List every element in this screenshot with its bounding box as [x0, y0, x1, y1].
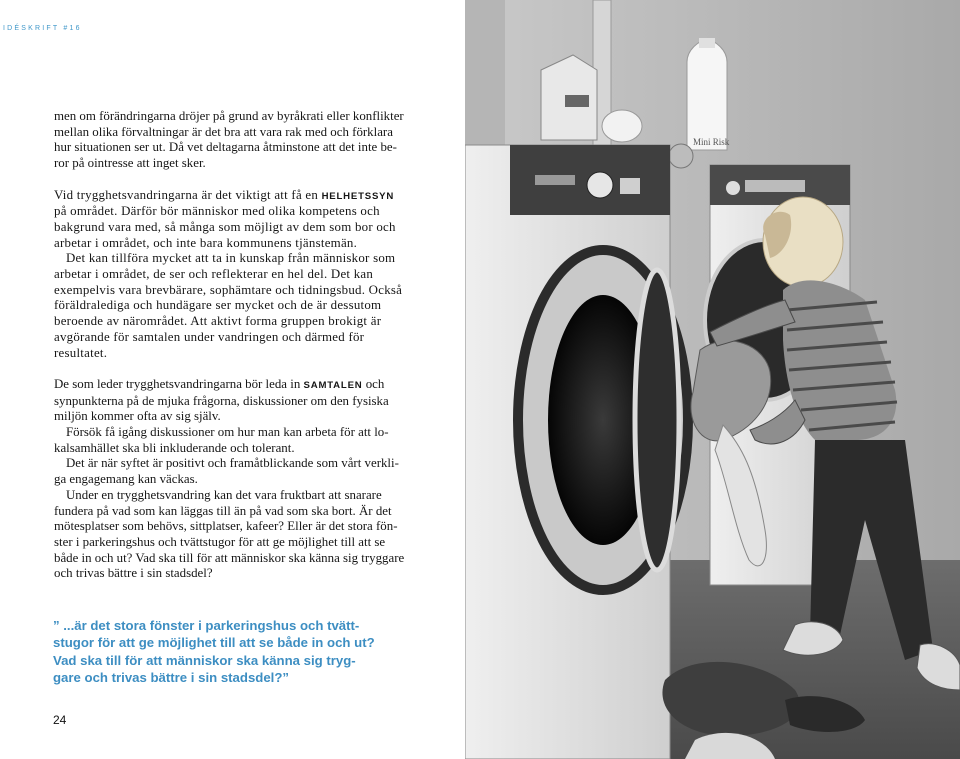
detergent-bottle: [687, 40, 727, 150]
bottle-label: Mini Risk: [693, 137, 730, 147]
paragraph-2: [54, 188, 406, 252]
paragraph-gap: [54, 361, 406, 377]
pull-quote: [53, 617, 433, 687]
bottle-cap: [699, 38, 715, 48]
body-text: [54, 109, 406, 582]
white-cup: [602, 110, 642, 142]
panel-button: [620, 178, 640, 194]
running-head: IDÉSKRIFT #16: [3, 25, 82, 32]
paragraph-2-rest: på området. Därför bör människor med olika kompetens och bakgrund vara med, så många som möjligt av dem som bor och arbetar i området, och inte bara kommunens tjänstemän.: [54, 204, 396, 250]
left-page: [0, 0, 465, 759]
paragraph-7: Under en trygghetsvandring kan det vara fruktbart att snarare fundera på vad som kan läggas till än på vad som ska bort. Är det mötesplatser som behövs, sittplatser, kafeer? Eller är det stora fönster i parkeringshus och tvättstugor för att ge möjlighet till att se både in och ut? Vad ska till för att människor ska känna sig tryggare och trivas bättre i sin stadsdel?: [54, 487, 405, 581]
paragraph-2-lead: Vid trygghetsvandringarna är det viktigt att få en: [54, 187, 319, 202]
pull-quote-line: ” ...är det stora fönster i parkeringshus och tvätt-: [53, 618, 360, 633]
paragraph-6: Det är när syftet är positivt och framåtblickande som vårt verkliga engagemang kan väckas.: [54, 456, 399, 487]
paragraph-4-rest: och synpunkterna på de mjuka frågorna, diskussioner om den fysiska miljön kommer ofta av sig själv.: [54, 376, 389, 424]
laundry-photo: [465, 0, 960, 759]
paragraph-5: Försök få igång diskussioner om hur man kan arbeta för att lokalsamhället ska bli inkluderande och tolerant.: [54, 425, 389, 455]
pull-quote-line: gare och trivas bättre i sin stadsdel?”: [53, 670, 289, 686]
paragraph-4: [54, 377, 406, 425]
photo-illustration: [465, 0, 960, 759]
paragraph-4-lead: De som leder trygghetsvandringarna bör leda in: [54, 376, 301, 391]
bag-label: [565, 95, 589, 107]
page-number: 24: [53, 713, 67, 727]
wall-panel: [465, 0, 505, 150]
paragraph-1: men om förändringarna dröjer på grund av byråkrati eller konflikter mellan olika förvaltningar är det bra att vara rak med och förklara hur situationen ser ut. Då vet deltagarna åtminstone att det inte beror på ointresse att inget sker.: [54, 109, 404, 171]
machine-knob-icon: [726, 181, 740, 195]
keyword-helhetssyn: HELHETSSYN: [321, 190, 395, 202]
ball-on-machine: [669, 144, 693, 168]
glass-door: [635, 270, 679, 570]
pull-quote-line: Vad ska till för att människor ska känna sig tryg-: [53, 652, 356, 668]
machine-display: [745, 180, 805, 192]
keyword-samtalen: SAMTALEN: [303, 379, 363, 391]
pull-quote-line: stugor för att ge möjlighet till att se både in och ut?: [53, 635, 375, 651]
paragraph-3: Det kan tillföra mycket att ta in kunskap från människor som arbetar i området, de ser och reflekterar en hel del. Det kan exempelvis vara brevbärare, sophämtare och tidningsbud. Också föräldralediga och hundägare ser mycket och de är dessutom beroende av närområdet. Att aktivt forma gruppen brokigt är avgörande för samtalen under vandringen och därmed för resultatet.: [54, 251, 403, 360]
paragraph-gap: [54, 172, 406, 188]
program-dial-icon: [587, 172, 613, 198]
panel-label: [535, 175, 575, 185]
